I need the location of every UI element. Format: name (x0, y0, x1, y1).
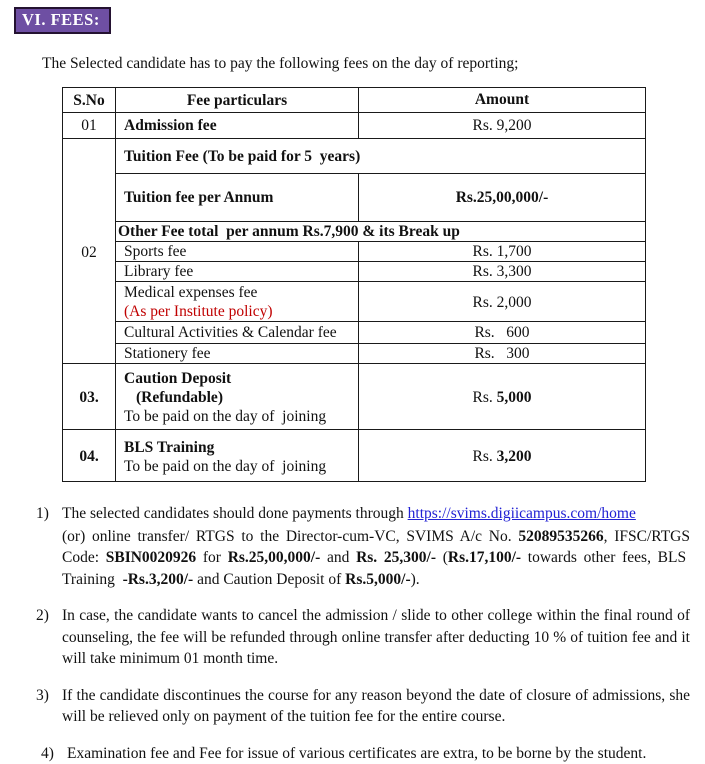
medical-fee-label: Medical expenses fee (124, 283, 358, 302)
section-title: VI. FEES: (14, 7, 111, 34)
intro-text: The Selected candidate has to pay the following fees on the day of reporting; (42, 55, 705, 73)
table-header-row (63, 88, 646, 113)
header-amount: Amount (359, 88, 646, 113)
particulars-cell: Cultural Activities & Calendar fee (116, 322, 359, 344)
note-1-pre-link: The selected candidates should done payments through (62, 505, 408, 522)
notes-section (36, 503, 690, 764)
note-1-text: (or) online transfer/ RTGS to the Director-cum-VC, SVIMS A/c No. (62, 528, 518, 545)
caution-deposit-title: Caution Deposit (124, 369, 358, 388)
amount-cell: Rs. 600 (359, 322, 646, 344)
note-4 (36, 743, 690, 764)
fees-table (62, 87, 646, 482)
row-admission-fee (63, 113, 646, 139)
bls-training-note: To be paid on the day of joining (124, 457, 358, 476)
amount-prefix: Rs. (473, 389, 497, 406)
note-1-text: for (196, 549, 228, 566)
sno-cell: 03. (63, 364, 116, 430)
amount-value: 3,200 (497, 448, 532, 465)
note-3 (36, 685, 690, 728)
particulars-cell: Library fee (116, 262, 359, 282)
institute-policy-note: (As per Institute policy) (124, 302, 358, 321)
header-sno: S.No (63, 88, 116, 113)
tuition-amount: Rs.25,00,000/- (228, 549, 321, 566)
caution-amount: Rs.5,000/- (345, 571, 410, 588)
note-1 (36, 503, 690, 590)
particulars-cell (116, 364, 359, 430)
amount-cell (359, 364, 646, 430)
bls-training-title: BLS Training (124, 438, 358, 457)
particulars-cell: Stationery fee (116, 344, 359, 364)
amount-cell: Rs. 9,200 (359, 113, 646, 139)
note-1-text: towards other fees, BLS Training (62, 549, 690, 588)
row-stationery-fee (63, 344, 646, 364)
header-fee-particulars: Fee particulars (116, 88, 359, 113)
amount-cell: Rs. 1,700 (359, 242, 646, 262)
particulars-cell: Sports fee (116, 242, 359, 262)
row-bls-training (63, 430, 646, 482)
note-number: 2) (36, 605, 62, 670)
row-other-fee-header (63, 222, 646, 242)
amount-cell: Rs. 2,000 (359, 282, 646, 322)
note-text: If the candidate discontinues the course for any reason beyond the date of closure of admissions, she will be relieved only on payment of the tuition fee for the entire course. (62, 685, 690, 728)
amount-value: 5,000 (497, 389, 532, 406)
ifsc-code: SBIN0020926 (106, 549, 196, 566)
row-library-fee (63, 262, 646, 282)
row-caution-deposit (63, 364, 646, 430)
payment-portal-link[interactable]: https://svims.digiicampus.com/home (408, 505, 636, 522)
other-amount: Rs. 25,300/- (356, 549, 436, 566)
other-fee-header-cell: Other Fee total per annum Rs.7,900 & its Break up (116, 222, 646, 242)
note-1-text: ). (411, 571, 420, 588)
other-fees-amount: Rs.17,100/- (448, 549, 521, 566)
row-sports-fee (63, 242, 646, 262)
note-text: Examination fee and Fee for issue of various certificates are extra, to be borne by the student. (67, 743, 690, 764)
sno-cell: 01 (63, 113, 116, 139)
particulars-cell (116, 282, 359, 322)
caution-deposit-note: To be paid on the day of joining (124, 407, 358, 426)
tuition-title-cell: Tuition Fee (To be paid for 5 years) (116, 139, 646, 174)
particulars-cell: Admission fee (116, 113, 359, 139)
particulars-cell (116, 430, 359, 482)
note-1-text: and Caution Deposit of (193, 571, 345, 588)
amount-cell: Rs. 300 (359, 344, 646, 364)
row-medical-expenses-fee (63, 282, 646, 322)
note-number: 4) (36, 743, 67, 764)
note-1-text: , IFSC/RTGS Code: (62, 528, 690, 567)
row-tuition-fee-title (63, 139, 646, 174)
note-1-continuation (62, 526, 690, 591)
account-number: 52089535266 (518, 528, 603, 545)
note-text (62, 503, 690, 590)
sno-cell: 02 (63, 139, 116, 364)
row-cultural-activities-fee (63, 322, 646, 344)
sno-cell: 04. (63, 430, 116, 482)
amount-cell: Rs. 3,300 (359, 262, 646, 282)
note-text: In case, the candidate wants to cancel the admission / slide to other college within the final round of counseling, the fee will be refunded through online transfer after deducting 10 % of tuition fee and it will take minimum 01 month time. (62, 605, 690, 670)
refundable-note: (Refundable) (124, 388, 358, 407)
amount-cell (359, 430, 646, 482)
note-1-line-1 (62, 503, 690, 525)
note-2 (36, 605, 690, 670)
bls-amount: -Rs.3,200/- (123, 571, 194, 588)
note-1-text: ( (436, 549, 448, 566)
amount-cell: Rs.25,00,000/- (359, 174, 646, 222)
note-number: 3) (36, 685, 62, 728)
amount-prefix: Rs. (473, 448, 497, 465)
note-1-text: and (320, 549, 356, 566)
row-tuition-per-annum (63, 174, 646, 222)
particulars-cell: Tuition fee per Annum (116, 174, 359, 222)
note-number: 1) (36, 503, 62, 590)
